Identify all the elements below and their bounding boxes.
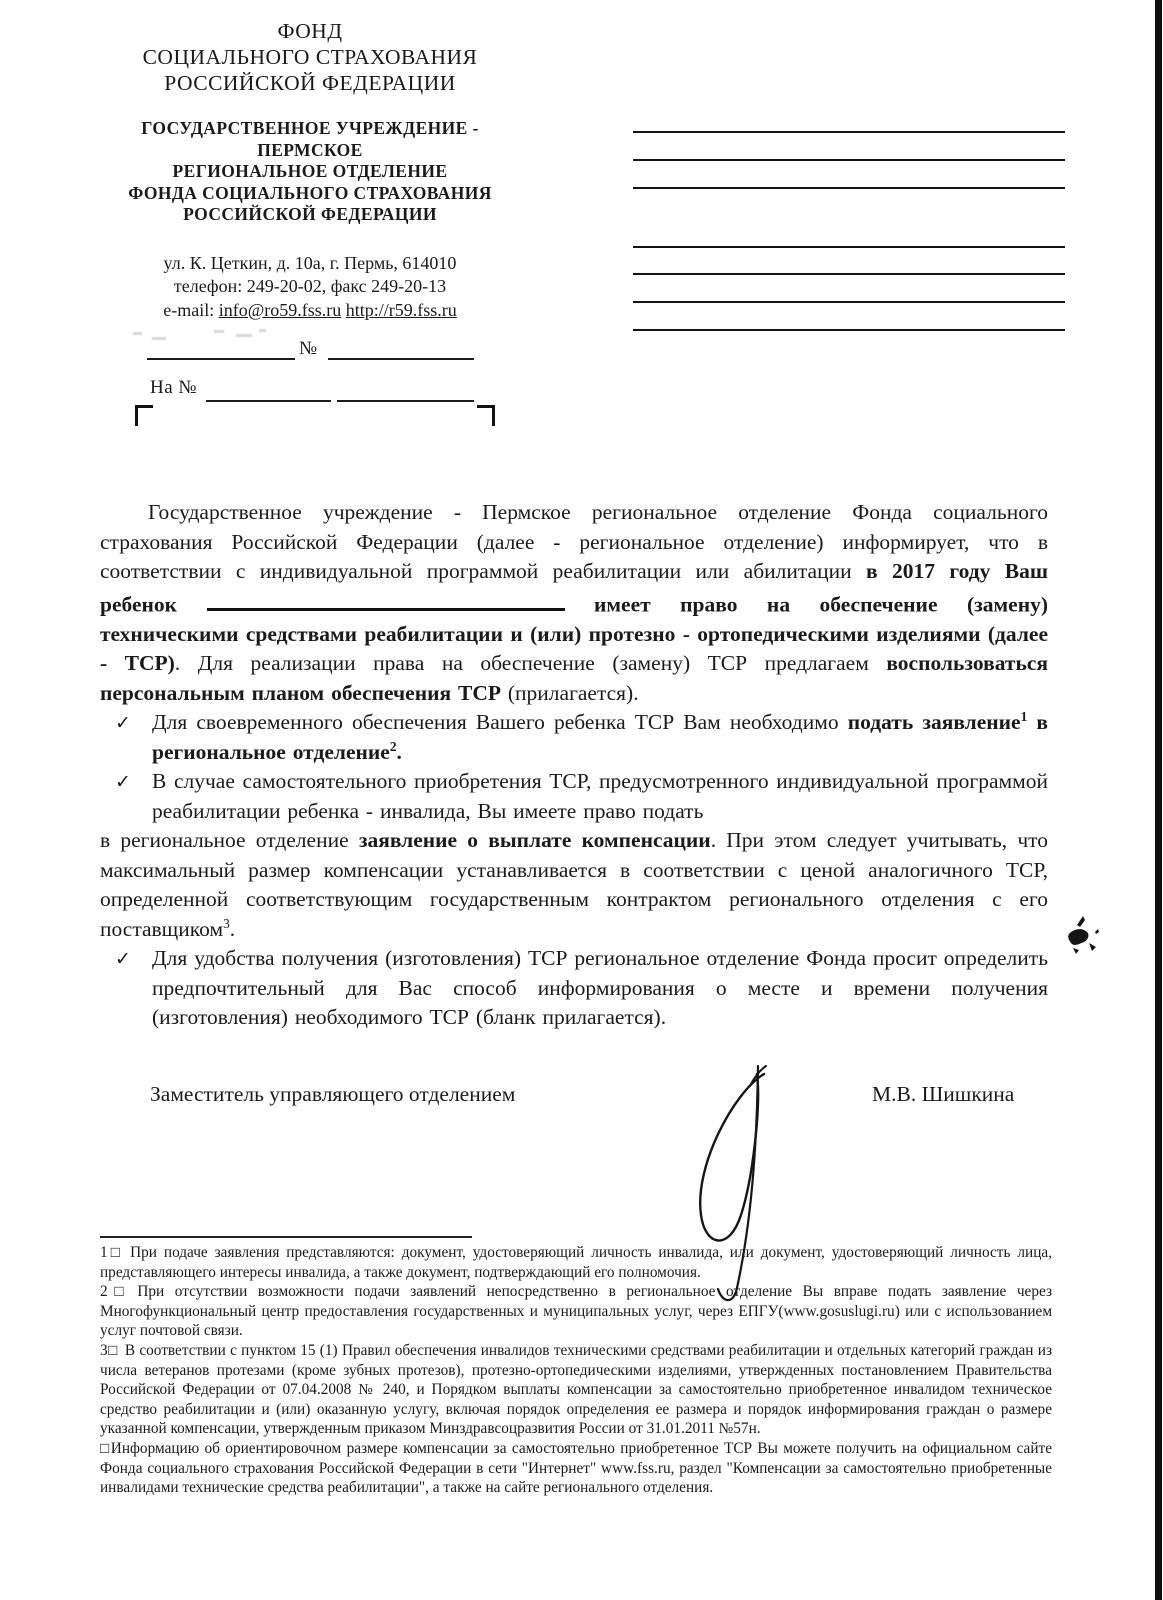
body-text: Государственное учреждение - Пермское региональное отделение Фонда социального страхования Российской Федерации (далее - региональное отделение) информирует, что в соответствии с индивидуальной программой реабилитации или абилитации	[100, 500, 1048, 583]
eraser-residue	[259, 329, 266, 332]
institution-name-block	[96, 118, 524, 226]
footnotes-block	[100, 1236, 1052, 1498]
email-label: e-mail:	[163, 299, 215, 320]
child-name-blank	[207, 587, 565, 612]
checklist-item-3	[115, 944, 1048, 1033]
checklist-item-text	[152, 708, 1048, 767]
reply-to-label: На №	[150, 377, 198, 398]
website-url: http://r59.fss.ru	[345, 299, 457, 320]
ink-blot-artifact	[1062, 912, 1102, 956]
footnote-text: При отсутствии возможности подачи заявлений непосредственно в региональное отделение Вы вправе подать заявление через Многофункциональный центр предоставления государственных и муниципальных услуг, через ЕПГУ(www.gosuslugi.ru) или с использованием услуг почтовой связи.	[100, 1283, 1052, 1340]
eraser-residue	[152, 337, 166, 340]
checklist-item-1	[115, 708, 1048, 767]
body-text: Для своевременного обеспечения Вашего ребенка ТСР Вам необходимо	[152, 710, 848, 734]
eraser-residue	[214, 330, 224, 333]
footnote-4	[100, 1439, 1052, 1498]
footnote-ref-2: 2	[389, 738, 397, 754]
institution-line: РЕГИОНАЛЬНОЕ ОТДЕЛЕНИЕ	[172, 161, 448, 181]
email-address: info@ro59.fss.ru	[218, 299, 342, 320]
body-text: . Для реализации права на обеспечение (замену) ТСР предлагаем	[174, 651, 887, 675]
recipient-line	[633, 187, 1065, 189]
footnote-ref-1: 1	[1020, 708, 1028, 724]
body-text-bold: имеет право на обеспечение (замену) техническими средствами реабилитации и (или) протезно - ортопедическими изделиями (далее - ТСР)	[100, 592, 1048, 675]
fund-name-line: СОЦИАЛЬНОГО СТРАХОВАНИЯ	[142, 45, 478, 69]
email-line	[96, 299, 524, 323]
checklist-item-text: В случае самостоятельного приобретения ТСР, предусмотренного индивидуальной программой реабилитации ребенка - инвалида, Вы имеете право подать	[152, 769, 1048, 823]
body-text-bold: подать заявление	[847, 710, 1021, 734]
eraser-residue	[133, 332, 142, 335]
footnote-2	[100, 1282, 1052, 1341]
footnote-text: При подаче заявления представляются: документ, удостоверяющий личность инвалида, или документ, удостоверяющий личность лица, представляющего интересы инвалида, а также документ, подтверждающий его полномочия.	[100, 1244, 1052, 1281]
address-corner-bracket-right	[477, 405, 495, 426]
footnote-marker: 3□	[100, 1341, 118, 1359]
checklist-item-text: Для удобства получения (изготовления) ТСР региональное отделение Фонда просит определить предпочтительный для Вас способ информирования о месте и времени получения (изготовления) необходимого ТСР (бланк прилагается).	[152, 946, 1048, 1029]
address-line: ул. К. Цеткин, д. 10а, г. Пермь, 614010	[163, 252, 457, 273]
institution-line: ПЕРМСКОЕ	[257, 139, 363, 160]
footnote-marker: 2□	[100, 1283, 131, 1301]
body-text: . При этом следует учитывать, что максимальный размер компенсации устанавливается в соответствии с ценой аналогичного ТСР, определенной соответствующим государственным контрактом регионального отделения с его поставщиком	[100, 828, 1048, 941]
footnote-separator	[100, 1236, 472, 1238]
outgoing-date-blank	[147, 358, 295, 360]
number-sign-label: №	[299, 338, 318, 359]
phone-fax-line: телефон: 249-20-02, факс 249-20-13	[173, 276, 447, 296]
fund-name-line: ФОНД	[277, 19, 343, 43]
fund-name-block	[96, 18, 524, 96]
footnote-3	[100, 1341, 1052, 1439]
footnote-ref-3: 3	[223, 915, 230, 931]
body-text-bold: .	[396, 739, 402, 764]
scan-edge-artifact	[1155, 0, 1162, 1600]
incoming-date-blank	[337, 400, 474, 402]
footnote-marker: □	[100, 1439, 111, 1457]
footnote-text: В соответствии с пунктом 15 (1) Правил обеспечения инвалидов техническими средствами реабилитации и отдельных категорий граждан из числа ветеранов протезами (кроме зубных протезов), протезно-ортопедическими изделиями, утвержденных постановлением Правительства Российской Федерации от 07.04.2008 № 240, и Порядком выплаты компенсации за самостоятельно приобретенное инвалидом техническое средство реабилитации и (или) оказанную услугу, включая порядок определения ее размера и порядок информирования граждан о размере указанной компенсации, утвержденным приказом Минздравсоцразвития России от 31.01.2011 №57н.	[100, 1341, 1053, 1438]
body-text: (прилагается).	[501, 680, 639, 705]
body-text-bold: заявление о выплате компенсации	[358, 828, 711, 852]
checklist-item-2	[115, 767, 1048, 826]
footnote-text: Информацию об ориентировочном размере компенсации за самостоятельно приобретенное ТСР Вы можете получить на официальном сайте Фонда социального страхования Российской Федерации в сети "Интернет" www.fss.ru, раздел "Компенсации за самостоятельно приобретенные инвалидами технические средства реабилитации", а также на сайте регионального отделения.	[100, 1439, 1052, 1497]
institution-line: ГОСУДАРСТВЕННОЕ УЧРЕЖДЕНИЕ -	[141, 118, 479, 138]
checkmark-icon: ✓	[115, 771, 131, 793]
eraser-residue	[236, 334, 252, 337]
intro-paragraph	[100, 498, 1048, 708]
incoming-number-blank	[206, 400, 331, 402]
institution-line: РОССИЙСКОЙ ФЕДЕРАЦИИ	[183, 204, 437, 224]
address-corner-bracket-left	[135, 405, 153, 426]
outgoing-number-blank	[328, 358, 474, 360]
checkmark-icon: ✓	[115, 948, 131, 970]
checkmark-icon: ✓	[115, 712, 131, 734]
letter-body	[100, 498, 1048, 1033]
letterhead	[96, 18, 524, 322]
checklist-item-2-continuation	[100, 826, 1048, 944]
body-text: .	[229, 916, 236, 941]
body-text-bold: в 2017 году Ваш ребенок	[100, 559, 1048, 616]
body-text-bold: в региональное отделение	[152, 710, 1048, 764]
footnote-marker: 1□	[100, 1244, 124, 1261]
institution-line: ФОНДА СОЦИАЛЬНОГО СТРАХОВАНИЯ	[128, 182, 492, 203]
recipient-line	[633, 301, 1065, 303]
recipient-line	[633, 273, 1065, 275]
contact-block	[96, 252, 524, 323]
footnote-1	[100, 1243, 1052, 1282]
recipient-line	[633, 329, 1065, 331]
body-text: в региональное отделение	[100, 828, 359, 852]
fund-name-line: РОССИЙСКОЙ ФЕДЕРАЦИИ	[164, 71, 456, 95]
recipient-line	[633, 246, 1065, 248]
body-text-bold: воспользоваться персональным планом обеспечения ТСР	[100, 651, 1048, 705]
recipient-line	[633, 159, 1065, 161]
recipient-line	[633, 131, 1065, 133]
signatory-name: М.В. Шишкина	[872, 1082, 1015, 1106]
signatory-title: Заместитель управляющего отделением	[150, 1082, 516, 1106]
